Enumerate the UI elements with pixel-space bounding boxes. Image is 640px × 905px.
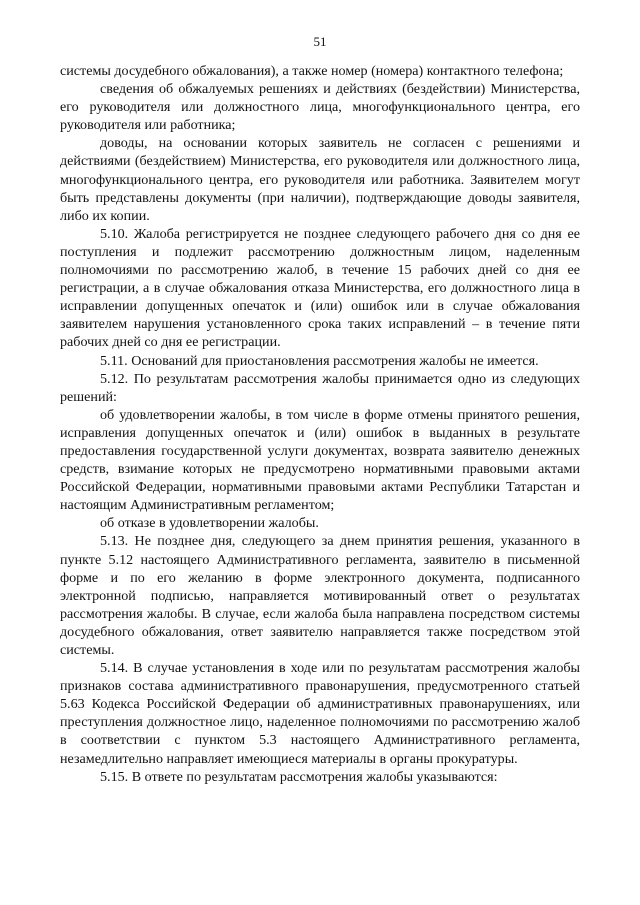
- document-body: [60, 62, 580, 786]
- paragraph-5-14: 5.14. В случае установления в ходе или по результатам рассмотрения жалобы признаков состава административного правонарушения, предусмотренного статьей 5.63 Кодекса Российской Федерации об административных правонарушениях, или преступления должностное лицо, наделенное полномочиями по рассмотрению жалоб в соответствии с пунктом 5.3 настоящего Административного регламента, незамедлительно направляет имеющиеся материалы в органы прокуратуры.: [60, 660, 580, 767]
- paragraph-refusal: об отказе в удовлетворении жалобы.: [100, 515, 319, 532]
- paragraph-5-12: 5.12. По результатам рассмотрения жалобы принимается одно из следующих решений:: [60, 370, 580, 405]
- paragraph-5-13: 5.13. Не позднее дня, следующего за днем принятия решения, указанного в пункте 5.12 настоящего Административного регламента, заявителю в письменной форме и по его желанию в форме электронного документа, подписанного электронной подписью, направляется мотивированный ответ о результатах рассмотрения жалобы. В случае, если жалоба была направлена посредством системы досудебного обжалования, ответ заявителю направляется также посредством этой системы.: [60, 533, 580, 658]
- paragraph-5-15: 5.15. В ответе по результатам рассмотрения жалобы указываются:: [100, 768, 498, 785]
- paragraph-5-11: 5.11. Оснований для приостановления рассмотрения жалобы не имеется.: [100, 352, 539, 369]
- document-page: [60, 0, 580, 905]
- paragraph-arguments: доводы, на основании которых заявитель не согласен с решениями и действиями (бездействием) Министерства, его руководителя или должностного лица, многофункционального центра, его руководителя или работника. Заявителем могут быть представлены документы (при наличии), подтверждающие доводы заявителя, либо их копии.: [60, 135, 580, 224]
- page-number: 51: [313, 34, 327, 49]
- paragraph-satisfaction: об удовлетворении жалобы, в том числе в форме отмены принятого решения, исправления допущенных опечаток и (или) ошибок в выданных в результате предоставления государственной услуги документах, возврата заявителю денежных средств, взимание которых не предусмотрено нормативными правовыми актами Российской Федерации, нормативными правовыми актами Республики Татарстан и настоящим Административным регламентом;: [60, 406, 580, 514]
- paragraph-appealed-decisions: сведения об обжалуемых решениях и действиях (бездействии) Министерства, его руководителя или должностного лица, многофункционального центра, его руководителя или работника;: [60, 81, 580, 134]
- paragraph-5-10: 5.10. Жалоба регистрируется не позднее следующего рабочего дня со дня ее поступления и подлежит рассмотрению должностным лицом, наделенным полномочиями по рассмотрению жалоб, в течение 15 рабочих дней со дня ее регистрации, а в случае обжалования отказа Министерства, его должностного лица в исправлении допущенных опечаток и (или) ошибок или в случае обжалования заявителем нарушения установленного срока таких исправлений – в течение пяти рабочих дней со дня ее регистрации.: [60, 225, 580, 351]
- paragraph-continuation: системы досудебного обжалования), а также номер (номера) контактного телефона;: [60, 63, 564, 79]
